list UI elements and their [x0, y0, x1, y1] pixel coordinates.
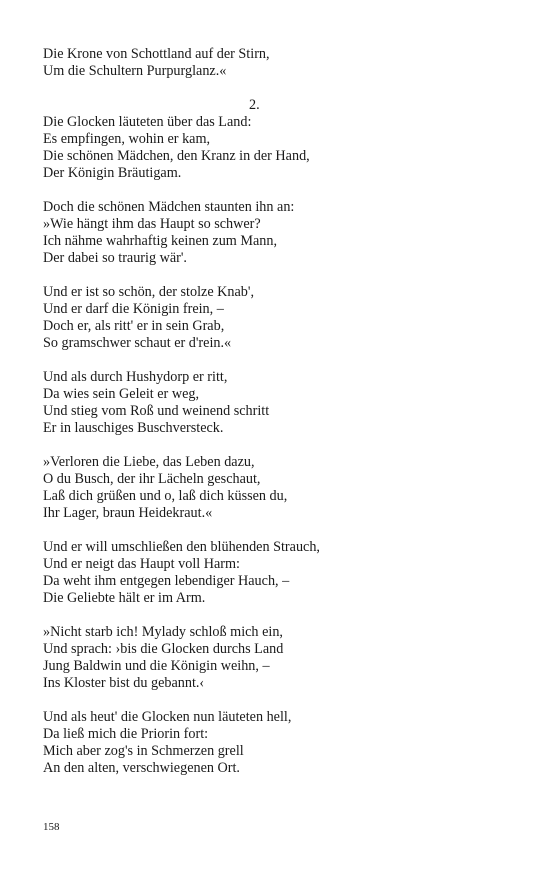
poem-line: Der Königin Bräutigam.	[43, 165, 182, 181]
poem-line: Ins Kloster bist du gebannt.‹	[43, 675, 205, 691]
intro-stanza	[43, 46, 513, 80]
poem-line: Die Krone von Schottland auf der Stirn,	[43, 46, 270, 62]
poem-line: Die Glocken läuteten über das Land:	[43, 114, 252, 130]
poem-line: »Nicht starb ich! Mylady schloß mich ein,	[43, 624, 283, 640]
poem-line: Der dabei so traurig wär'.	[43, 250, 187, 266]
poem-line: Doch er, als ritt' er in sein Grab,	[43, 318, 225, 334]
section-number: 2.	[249, 97, 260, 113]
poem-line: Und er darf die Königin frein, –	[43, 301, 224, 317]
poem-line: »Wie hängt ihm das Haupt so schwer?	[43, 216, 261, 232]
poem-line: Da ließ mich die Priorin fort:	[43, 726, 209, 742]
poem-line: Und er neigt das Haupt voll Harm:	[43, 556, 241, 572]
stanza-3	[43, 284, 513, 352]
poem-line: Er in lauschiges Buschversteck.	[43, 420, 224, 436]
poem-line: Und er ist so schön, der stolze Knab',	[43, 284, 254, 300]
poem-line: Laß dich grüßen und o, laß dich küssen du,	[43, 488, 288, 504]
poem-line: Ich nähme wahrhaftig keinen zum Mann,	[43, 233, 278, 249]
stanza-2	[43, 199, 513, 267]
poem-line: Ihr Lager, braun Heidekraut.«	[43, 505, 213, 521]
poem-line: Die schönen Mädchen, den Kranz in der Hand,	[43, 148, 310, 164]
poem-line: Und sprach: ›bis die Glocken durchs Land	[43, 641, 284, 657]
poem-line: An den alten, verschwiegenen Ort.	[43, 760, 240, 776]
poem-line: »Verloren die Liebe, das Leben dazu,	[43, 454, 255, 470]
poem-line: Und als heut' die Glocken nun läuteten hell,	[43, 709, 292, 725]
stanza-1	[43, 114, 513, 182]
poem-line: Und er will umschließen den blühenden Strauch,	[43, 539, 320, 555]
poem-line: Es empfingen, wohin er kam,	[43, 131, 211, 147]
stanza-6	[43, 539, 513, 607]
poem-line: Und als durch Hushydorp er ritt,	[43, 369, 228, 385]
poem-line: Die Geliebte hält er im Arm.	[43, 590, 206, 606]
stanza-8	[43, 709, 513, 777]
poem-page	[43, 46, 513, 794]
poem-line: Da weht ihm entgegen lebendiger Hauch, –	[43, 573, 290, 589]
poem-line: Doch die schönen Mädchen staunten ihn an:	[43, 199, 295, 215]
poem-line: So gramschwer schaut er d'rein.«	[43, 335, 232, 351]
stanza-7	[43, 624, 513, 692]
stanza-4	[43, 369, 513, 437]
page-number: 158	[43, 821, 60, 833]
poem-line: Jung Baldwin und die Königin weihn, –	[43, 658, 270, 674]
poem-line: Und stieg vom Roß und weinend schritt	[43, 403, 270, 419]
poem-line: O du Busch, der ihr Lächeln geschaut,	[43, 471, 261, 487]
poem-line: Da wies sein Geleit er weg,	[43, 386, 200, 402]
poem-line: Um die Schultern Purpurglanz.«	[43, 63, 227, 79]
stanza-5	[43, 454, 513, 522]
poem-line: Mich aber zog's in Schmerzen grell	[43, 743, 244, 759]
